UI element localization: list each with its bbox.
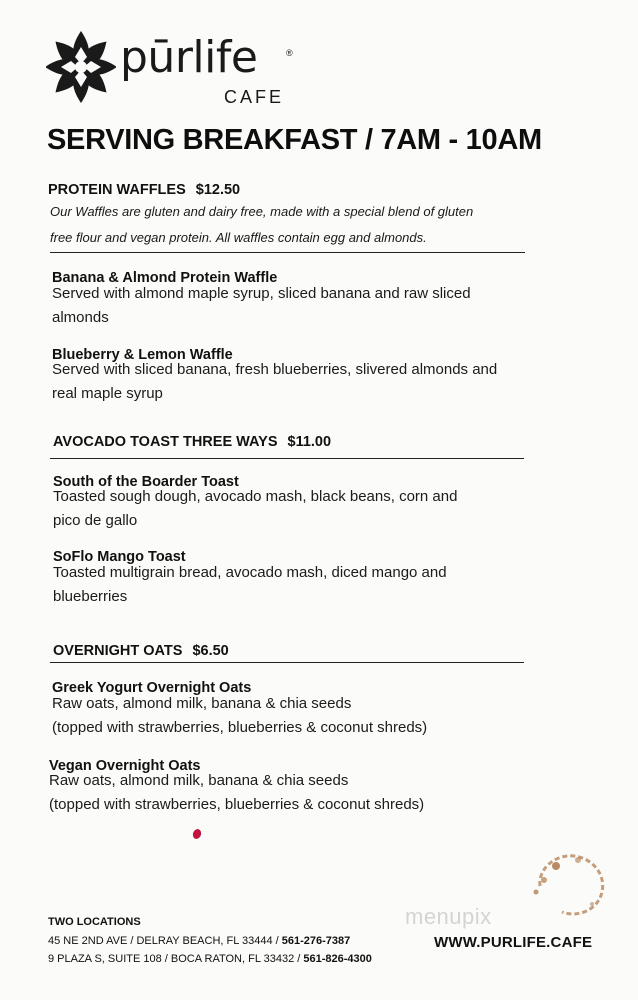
brand-registered-mark: ® [286,48,293,58]
lotus-flower-icon [46,30,116,104]
location-line [48,953,372,965]
location-line [48,935,350,947]
description-line: Raw oats, almond milk, banana & chia seeds [49,772,349,789]
description-line: Toasted multigrain bread, avocado mash, diced mango and [53,564,447,581]
website-link[interactable]: WWW.PURLIFE.CAFE [434,934,593,951]
menu-item-title: Banana & Almond Protein Waffle [52,270,278,286]
brand-name: pūrlife [120,32,258,83]
section-name: AVOCADO TOAST THREE WAYS [53,434,278,450]
locations-label: TWO LOCATIONS [48,916,141,928]
description-line: real maple syrup [52,385,163,402]
menu-item-title: Vegan Overnight Oats [49,758,201,774]
divider [50,662,524,663]
brand-subtitle: CAFE [224,87,285,107]
description-line: (topped with strawberries, blueberries & coconut shreds) [49,796,425,813]
section-price: $6.50 [192,643,229,659]
menu-item-description [53,485,573,533]
menu-item-description [52,692,572,740]
menu-item-description [52,282,572,330]
menu-item-title: Blueberry & Lemon Waffle [52,347,233,363]
red-speck [192,828,203,840]
description-line: almonds [52,309,109,326]
section-heading-avocado [53,434,331,450]
location-address: 45 NE 2ND AVE / DELRAY BEACH, FL 33444 / [48,935,279,947]
menu-item-title: Greek Yogurt Overnight Oats [52,680,252,696]
menu-item-description [53,561,573,609]
menu-item-title: South of the Boarder Toast [53,474,239,490]
description-line: blueberries [53,588,128,605]
location-phone: 561-276-7387 [281,935,351,947]
section-price: $12.50 [195,182,241,198]
note-line: free flour and vegan protein. All waffles contain egg and almonds. [50,230,427,245]
logo [46,30,306,110]
description-line: Toasted sough dough, avocado mash, black beans, corn and [53,488,458,505]
menu-item-description [49,769,569,817]
section-name: PROTEIN WAFFLES [48,182,186,198]
coffee-stain [526,846,616,926]
section-heading-waffles [48,182,240,198]
description-line: Raw oats, almond milk, banana & chia seeds [52,695,352,712]
description-line: pico de gallo [53,512,138,529]
location-address: 9 PLAZA S, SUITE 108 / BOCA RATON, FL 33432 / [48,953,301,965]
divider [50,458,524,459]
section-price: $11.00 [287,434,332,450]
note-line: Our Waffles are gluten and dairy free, made with a special blend of gluten [50,204,474,219]
watermark: menupix [405,904,492,929]
description-line: Served with almond maple syrup, sliced banana and raw sliced [52,285,471,302]
section-name: OVERNIGHT OATS [53,643,183,659]
menu-item-title: SoFlo Mango Toast [53,549,186,565]
menu-item-description [52,358,572,406]
description-line: Served with sliced banana, fresh blueberries, slivered almonds and [52,361,498,378]
divider [50,252,525,253]
description-line: (topped with strawberries, blueberries & coconut shreds) [52,719,428,736]
section-note-waffles [50,199,550,251]
location-phone: 561-826-4300 [303,953,372,965]
page-title: SERVING BREAKFAST / 7AM - 10AM [47,124,542,156]
section-heading-oats [53,643,229,659]
